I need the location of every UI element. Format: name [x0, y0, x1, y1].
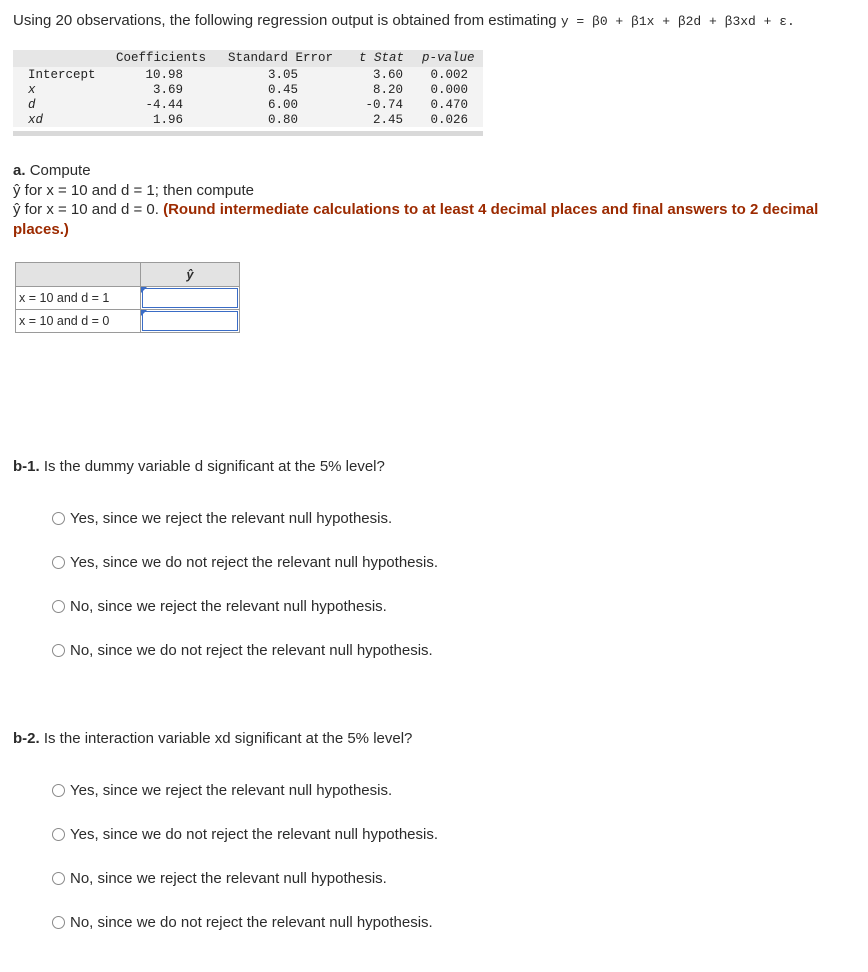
se-value: 3.05 [267, 68, 298, 82]
option-label: Yes, since we reject the relevant null hypothesis. [70, 510, 393, 527]
se-value: 6.00 [267, 98, 298, 112]
b2-option-2[interactable] [52, 826, 438, 843]
b2-label: b-2. [13, 730, 40, 747]
option-label: Yes, since we do not reject the relevant null hypothesis. [70, 554, 438, 571]
row-name: d [28, 98, 36, 112]
b2-question [13, 730, 412, 747]
answer-cell [141, 310, 240, 333]
answer-header-row [16, 263, 240, 287]
option-label: Yes, since we do not reject the relevant null hypothesis. [70, 826, 438, 843]
row-name: xd [28, 113, 44, 127]
b1-question-text: Is the dummy variable d significant at the 5% level? [43, 458, 385, 475]
t-value: 8.20 [372, 83, 403, 97]
regression-row-xd [13, 112, 483, 127]
b1-label: b-1. [13, 458, 40, 475]
coef-value: 10.98 [145, 68, 183, 82]
b1-option-2[interactable] [52, 554, 438, 571]
answer-row-label: x = 10 and d = 1 [16, 287, 141, 310]
b2-option-1[interactable] [52, 782, 392, 799]
answer-header-yhat: ŷ [141, 263, 240, 287]
radio-icon[interactable] [52, 872, 65, 885]
answer-row [16, 287, 240, 310]
answer-header-blank [16, 263, 141, 287]
radio-icon[interactable] [52, 600, 65, 613]
option-label: No, since we do not reject the relevant null hypothesis. [70, 914, 433, 931]
header-coefficients: Coefficients [116, 51, 207, 65]
radio-icon[interactable] [52, 916, 65, 929]
part-a-prompt [13, 161, 853, 239]
header-p-value: p-value [422, 51, 475, 65]
part-a-line1: Compute [29, 162, 91, 179]
regression-header-row [13, 50, 483, 67]
answer-table [15, 262, 240, 333]
p-value: 0.470 [430, 98, 468, 112]
b2-option-3[interactable] [52, 870, 387, 887]
answer-row-label: x = 10 and d = 0 [16, 310, 141, 333]
problem-intro [13, 12, 795, 29]
coef-value: -4.44 [145, 98, 183, 112]
answer-cell [141, 287, 240, 310]
regression-equation: y = β0 + β1x + β2d + β3xd + ε. [560, 14, 795, 29]
answer-row [16, 310, 240, 333]
option-label: No, since we reject the relevant null hypothesis. [70, 870, 387, 887]
rounding-instruction: (Round intermediate calculations to at least 4 decimal places and final answers to 2 decimal places.) [13, 201, 819, 238]
yhat-input-d1[interactable] [142, 288, 238, 308]
b1-option-4[interactable] [52, 642, 433, 659]
b1-question [13, 458, 385, 475]
p-value: 0.026 [430, 113, 468, 127]
radio-icon[interactable] [52, 828, 65, 841]
header-standard-error: Standard Error [228, 51, 334, 65]
row-name: x [28, 83, 36, 97]
coef-value: 3.69 [152, 83, 183, 97]
regression-row-x [13, 82, 483, 97]
regression-row-d [13, 97, 483, 112]
b1-option-1[interactable] [52, 510, 392, 527]
option-label: No, since we reject the relevant null hypothesis. [70, 598, 387, 615]
yhat-input-d0[interactable] [142, 311, 238, 331]
part-a-line3: ŷ for x = 10 and d = 0. [13, 201, 159, 218]
radio-icon[interactable] [52, 784, 65, 797]
se-value: 0.45 [267, 83, 298, 97]
option-label: Yes, since we reject the relevant null hypothesis. [70, 782, 393, 799]
se-value: 0.80 [267, 113, 298, 127]
b2-option-4[interactable] [52, 914, 433, 931]
input-flag-icon [141, 287, 147, 293]
radio-icon[interactable] [52, 644, 65, 657]
regression-row-intercept [13, 67, 483, 82]
table-bottom-rule [13, 131, 483, 136]
input-flag-icon [141, 310, 147, 316]
b1-option-3[interactable] [52, 598, 387, 615]
radio-icon[interactable] [52, 512, 65, 525]
t-value: 2.45 [372, 113, 403, 127]
part-a-label: a. [13, 162, 26, 179]
header-t-stat: t Stat [359, 51, 405, 65]
row-name: Intercept [28, 68, 96, 82]
t-value: -0.74 [365, 98, 403, 112]
b2-question-text: Is the interaction variable xd significant at the 5% level? [43, 730, 413, 747]
p-value: 0.000 [430, 83, 468, 97]
option-label: No, since we do not reject the relevant null hypothesis. [70, 642, 433, 659]
radio-icon[interactable] [52, 556, 65, 569]
t-value: 3.60 [372, 68, 403, 82]
p-value: 0.002 [430, 68, 468, 82]
intro-text: Using 20 observations, the following regression output is obtained from estimating [13, 12, 557, 29]
part-a-line2: ŷ for x = 10 and d = 1; then compute [13, 181, 254, 199]
regression-output-table [13, 50, 483, 136]
coef-value: 1.96 [152, 113, 183, 127]
